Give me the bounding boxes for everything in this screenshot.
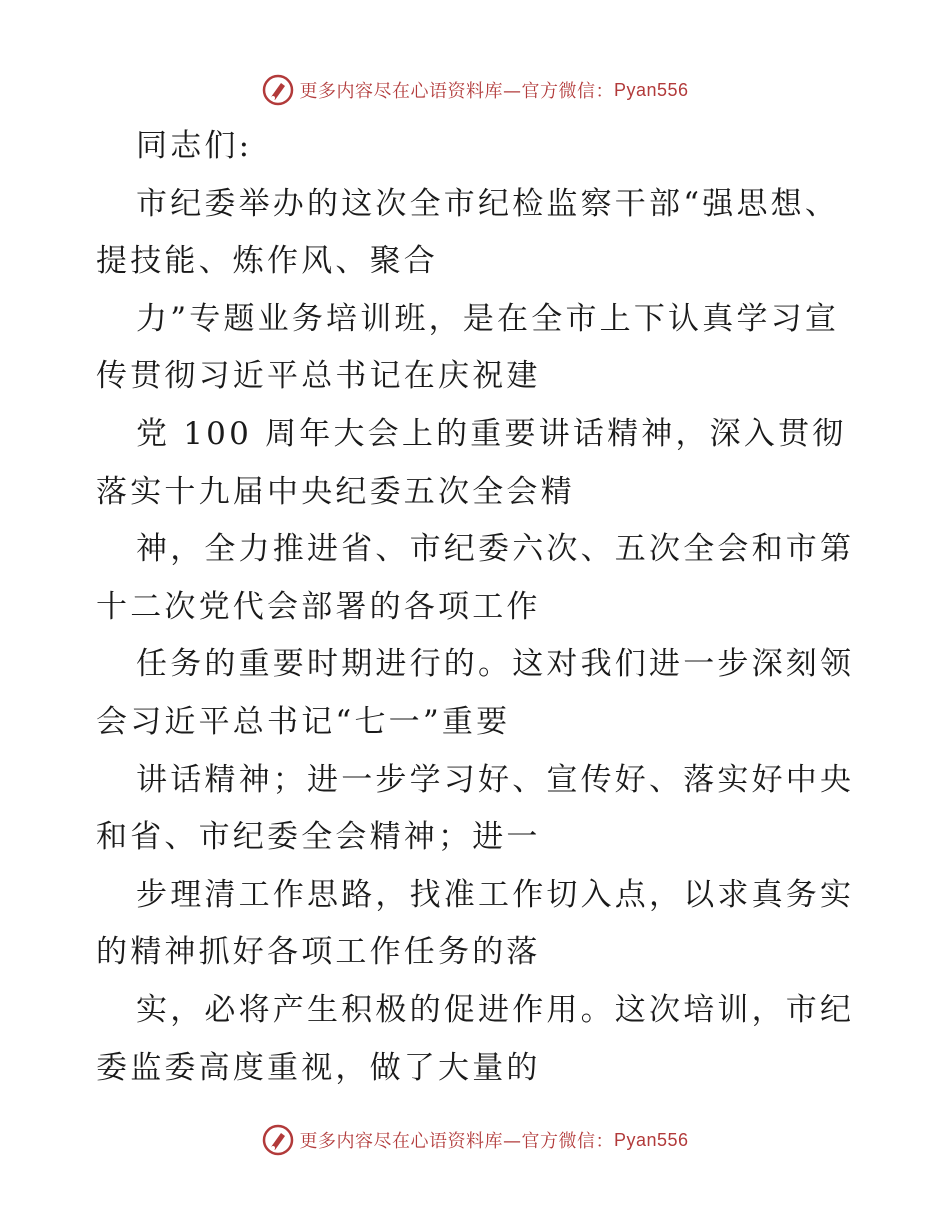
watermark-text: 更多内容尽在心语资料库—官方微信： bbox=[299, 1131, 614, 1152]
watermark-text: 更多内容尽在心语资料库—官方微信： bbox=[299, 81, 614, 102]
text-line: 任务的重要时期进行的。这对我们进一步深刻领 bbox=[136, 646, 855, 683]
text-line: 会习近平总书记“七一”重要 bbox=[96, 703, 511, 740]
header-watermark bbox=[0, 70, 950, 110]
text-line: 步理清工作思路，找准工作切入点，以求真务实 bbox=[136, 876, 855, 913]
text-line: 党 100 周年大会上的重要讲话精神，深入贯彻 bbox=[136, 415, 847, 452]
text-line: 和省、市纪委全会精神；进一 bbox=[96, 819, 541, 856]
watermark-account: Pyan556 bbox=[613, 1129, 689, 1150]
text-line: 的精神抓好各项工作任务的落 bbox=[96, 934, 541, 971]
footer-watermark bbox=[0, 1120, 950, 1160]
text-line: 神，全力推进省、市纪委六次、五次全会和市第 bbox=[136, 531, 855, 568]
text-line: 落实十九届中央纪委五次全会精 bbox=[96, 473, 575, 510]
text-line: 提技能、炼作风、聚合 bbox=[96, 243, 438, 280]
document-body bbox=[96, 118, 866, 1097]
text-line: 十二次党代会部署的各项工作 bbox=[96, 588, 541, 625]
text-line: 实，必将产生积极的促进作用。这次培训，市纪 bbox=[136, 991, 855, 1028]
text-line: 讲话精神；进一步学习好、宣传好、落实好中央 bbox=[136, 761, 855, 798]
text-line: 市纪委举办的这次全市纪检监察干部“强思想、 bbox=[136, 185, 840, 222]
text-line: 委监委高度重视，做了大量的 bbox=[96, 1049, 541, 1086]
pen-nib-circle-icon bbox=[261, 1123, 295, 1157]
pen-nib-circle-icon bbox=[261, 73, 295, 107]
text-line: 力”专题业务培训班，是在全市上下认真学习宣 bbox=[136, 300, 840, 337]
text-line: 传贯彻习近平总书记在庆祝建 bbox=[96, 358, 541, 395]
text-line: 同志们: bbox=[136, 128, 253, 164]
watermark-account: Pyan556 bbox=[613, 79, 689, 100]
